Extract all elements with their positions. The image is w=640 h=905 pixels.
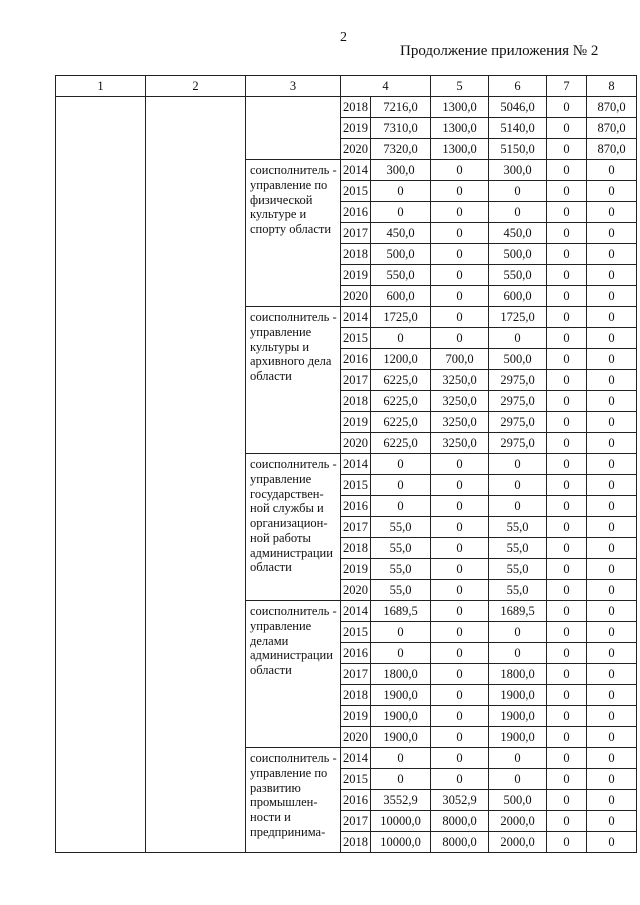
year-cell: 2014 bbox=[341, 601, 371, 622]
page-caption: Продолжение приложения № 2 bbox=[400, 43, 599, 59]
federal-cell: 0 bbox=[431, 496, 489, 517]
regional-cell: 5140,0 bbox=[489, 118, 547, 139]
other-cell: 870,0 bbox=[587, 97, 637, 118]
local-cell: 0 bbox=[547, 664, 587, 685]
year-cell: 2020 bbox=[341, 139, 371, 160]
regional-cell: 2000,0 bbox=[489, 832, 547, 853]
federal-cell: 0 bbox=[431, 265, 489, 286]
regional-cell: 450,0 bbox=[489, 223, 547, 244]
local-cell: 0 bbox=[547, 139, 587, 160]
total-cell: 600,0 bbox=[371, 286, 431, 307]
total-cell: 1725,0 bbox=[371, 307, 431, 328]
other-cell: 0 bbox=[587, 307, 637, 328]
year-cell: 2016 bbox=[341, 349, 371, 370]
federal-cell: 0 bbox=[431, 307, 489, 328]
other-cell: 0 bbox=[587, 160, 637, 181]
local-cell: 0 bbox=[547, 349, 587, 370]
other-cell: 0 bbox=[587, 475, 637, 496]
header-cell-8: 8 bbox=[587, 76, 637, 97]
regional-cell: 500,0 bbox=[489, 349, 547, 370]
total-cell: 0 bbox=[371, 496, 431, 517]
local-cell: 0 bbox=[547, 328, 587, 349]
regional-cell: 550,0 bbox=[489, 265, 547, 286]
federal-cell: 1300,0 bbox=[431, 139, 489, 160]
regional-cell: 500,0 bbox=[489, 244, 547, 265]
local-cell: 0 bbox=[547, 97, 587, 118]
executor-cell: соисполнитель - управление по физической культуре и спорту области bbox=[246, 160, 341, 307]
other-cell: 0 bbox=[587, 412, 637, 433]
federal-cell: 0 bbox=[431, 622, 489, 643]
header-cell-2: 2 bbox=[146, 76, 246, 97]
regional-cell: 55,0 bbox=[489, 517, 547, 538]
total-cell: 55,0 bbox=[371, 559, 431, 580]
total-cell: 0 bbox=[371, 202, 431, 223]
regional-cell: 0 bbox=[489, 328, 547, 349]
total-cell: 55,0 bbox=[371, 538, 431, 559]
year-cell: 2018 bbox=[341, 832, 371, 853]
other-cell: 0 bbox=[587, 370, 637, 391]
year-cell: 2019 bbox=[341, 559, 371, 580]
regional-cell: 1900,0 bbox=[489, 706, 547, 727]
executor-cell: соисполнитель - управление по развитию промышлен-ности и предпринима- bbox=[246, 748, 341, 853]
year-cell: 2018 bbox=[341, 97, 371, 118]
federal-cell: 0 bbox=[431, 538, 489, 559]
total-cell: 7310,0 bbox=[371, 118, 431, 139]
year-cell: 2019 bbox=[341, 118, 371, 139]
local-cell: 0 bbox=[547, 370, 587, 391]
total-cell: 500,0 bbox=[371, 244, 431, 265]
local-cell: 0 bbox=[547, 181, 587, 202]
total-cell: 7320,0 bbox=[371, 139, 431, 160]
regional-cell: 2975,0 bbox=[489, 433, 547, 454]
year-cell: 2017 bbox=[341, 370, 371, 391]
year-cell: 2017 bbox=[341, 517, 371, 538]
other-cell: 870,0 bbox=[587, 139, 637, 160]
local-cell: 0 bbox=[547, 307, 587, 328]
total-cell: 300,0 bbox=[371, 160, 431, 181]
regional-cell: 0 bbox=[489, 475, 547, 496]
year-cell: 2016 bbox=[341, 202, 371, 223]
header-cell-3: 3 bbox=[246, 76, 341, 97]
total-cell: 55,0 bbox=[371, 517, 431, 538]
federal-cell: 1300,0 bbox=[431, 97, 489, 118]
year-cell: 2018 bbox=[341, 538, 371, 559]
local-cell: 0 bbox=[547, 622, 587, 643]
regional-cell: 0 bbox=[489, 748, 547, 769]
total-cell: 3552,9 bbox=[371, 790, 431, 811]
year-cell: 2017 bbox=[341, 811, 371, 832]
total-cell: 1900,0 bbox=[371, 727, 431, 748]
other-cell: 0 bbox=[587, 538, 637, 559]
regional-cell: 5046,0 bbox=[489, 97, 547, 118]
local-cell: 0 bbox=[547, 433, 587, 454]
executor-cell: соисполнитель - управление делами администрации области bbox=[246, 601, 341, 748]
regional-cell: 0 bbox=[489, 496, 547, 517]
header-cell-4: 4 bbox=[341, 76, 431, 97]
regional-cell: 0 bbox=[489, 769, 547, 790]
federal-cell: 0 bbox=[431, 769, 489, 790]
local-cell: 0 bbox=[547, 286, 587, 307]
header-cell-7: 7 bbox=[547, 76, 587, 97]
total-cell: 0 bbox=[371, 622, 431, 643]
year-cell: 2015 bbox=[341, 475, 371, 496]
other-cell: 0 bbox=[587, 496, 637, 517]
regional-cell: 1689,5 bbox=[489, 601, 547, 622]
regional-cell: 55,0 bbox=[489, 538, 547, 559]
local-cell: 0 bbox=[547, 685, 587, 706]
other-cell: 870,0 bbox=[587, 118, 637, 139]
header-cell-1: 1 bbox=[56, 76, 146, 97]
column-1-cell bbox=[56, 97, 146, 853]
federal-cell: 0 bbox=[431, 328, 489, 349]
local-cell: 0 bbox=[547, 391, 587, 412]
year-cell: 2016 bbox=[341, 496, 371, 517]
federal-cell: 700,0 bbox=[431, 349, 489, 370]
other-cell: 0 bbox=[587, 223, 637, 244]
local-cell: 0 bbox=[547, 643, 587, 664]
regional-cell: 1800,0 bbox=[489, 664, 547, 685]
other-cell: 0 bbox=[587, 643, 637, 664]
federal-cell: 3250,0 bbox=[431, 412, 489, 433]
year-cell: 2020 bbox=[341, 580, 371, 601]
other-cell: 0 bbox=[587, 832, 637, 853]
regional-cell: 1900,0 bbox=[489, 727, 547, 748]
executor-cell bbox=[246, 97, 341, 160]
other-cell: 0 bbox=[587, 622, 637, 643]
year-cell: 2017 bbox=[341, 664, 371, 685]
other-cell: 0 bbox=[587, 790, 637, 811]
year-cell: 2014 bbox=[341, 307, 371, 328]
regional-cell: 2000,0 bbox=[489, 811, 547, 832]
executor-cell: соисполнитель - управление культуры и архивного дела области bbox=[246, 307, 341, 454]
regional-cell: 5150,0 bbox=[489, 139, 547, 160]
local-cell: 0 bbox=[547, 202, 587, 223]
regional-cell: 2975,0 bbox=[489, 391, 547, 412]
local-cell: 0 bbox=[547, 475, 587, 496]
local-cell: 0 bbox=[547, 265, 587, 286]
federal-cell: 3052,9 bbox=[431, 790, 489, 811]
federal-cell: 1300,0 bbox=[431, 118, 489, 139]
other-cell: 0 bbox=[587, 580, 637, 601]
column-2-cell bbox=[146, 97, 246, 853]
federal-cell: 0 bbox=[431, 475, 489, 496]
other-cell: 0 bbox=[587, 748, 637, 769]
local-cell: 0 bbox=[547, 706, 587, 727]
regional-cell: 0 bbox=[489, 202, 547, 223]
local-cell: 0 bbox=[547, 160, 587, 181]
other-cell: 0 bbox=[587, 433, 637, 454]
total-cell: 6225,0 bbox=[371, 391, 431, 412]
other-cell: 0 bbox=[587, 706, 637, 727]
local-cell: 0 bbox=[547, 517, 587, 538]
other-cell: 0 bbox=[587, 664, 637, 685]
year-cell: 2020 bbox=[341, 433, 371, 454]
other-cell: 0 bbox=[587, 349, 637, 370]
federal-cell: 0 bbox=[431, 286, 489, 307]
regional-cell: 2975,0 bbox=[489, 370, 547, 391]
local-cell: 0 bbox=[547, 727, 587, 748]
year-cell: 2018 bbox=[341, 685, 371, 706]
local-cell: 0 bbox=[547, 559, 587, 580]
federal-cell: 8000,0 bbox=[431, 832, 489, 853]
federal-cell: 0 bbox=[431, 643, 489, 664]
other-cell: 0 bbox=[587, 601, 637, 622]
local-cell: 0 bbox=[547, 412, 587, 433]
other-cell: 0 bbox=[587, 181, 637, 202]
federal-cell: 0 bbox=[431, 223, 489, 244]
federal-cell: 0 bbox=[431, 454, 489, 475]
total-cell: 550,0 bbox=[371, 265, 431, 286]
other-cell: 0 bbox=[587, 685, 637, 706]
regional-cell: 1725,0 bbox=[489, 307, 547, 328]
regional-cell: 500,0 bbox=[489, 790, 547, 811]
federal-cell: 3250,0 bbox=[431, 391, 489, 412]
regional-cell: 0 bbox=[489, 181, 547, 202]
local-cell: 0 bbox=[547, 118, 587, 139]
year-cell: 2019 bbox=[341, 706, 371, 727]
federal-cell: 0 bbox=[431, 517, 489, 538]
federal-cell: 0 bbox=[431, 685, 489, 706]
federal-cell: 3250,0 bbox=[431, 433, 489, 454]
other-cell: 0 bbox=[587, 286, 637, 307]
federal-cell: 0 bbox=[431, 580, 489, 601]
total-cell: 6225,0 bbox=[371, 370, 431, 391]
total-cell: 0 bbox=[371, 454, 431, 475]
federal-cell: 0 bbox=[431, 181, 489, 202]
table-row bbox=[56, 97, 637, 118]
other-cell: 0 bbox=[587, 244, 637, 265]
local-cell: 0 bbox=[547, 454, 587, 475]
federal-cell: 0 bbox=[431, 727, 489, 748]
total-cell: 0 bbox=[371, 769, 431, 790]
year-cell: 2015 bbox=[341, 328, 371, 349]
other-cell: 0 bbox=[587, 559, 637, 580]
local-cell: 0 bbox=[547, 580, 587, 601]
regional-cell: 600,0 bbox=[489, 286, 547, 307]
total-cell: 10000,0 bbox=[371, 832, 431, 853]
year-cell: 2018 bbox=[341, 391, 371, 412]
year-cell: 2016 bbox=[341, 643, 371, 664]
federal-cell: 0 bbox=[431, 202, 489, 223]
regional-cell: 300,0 bbox=[489, 160, 547, 181]
total-cell: 1200,0 bbox=[371, 349, 431, 370]
total-cell: 0 bbox=[371, 475, 431, 496]
total-cell: 450,0 bbox=[371, 223, 431, 244]
total-cell: 0 bbox=[371, 643, 431, 664]
regional-cell: 0 bbox=[489, 622, 547, 643]
year-cell: 2015 bbox=[341, 769, 371, 790]
regional-cell: 0 bbox=[489, 643, 547, 664]
budget-table bbox=[55, 75, 637, 853]
local-cell: 0 bbox=[547, 748, 587, 769]
local-cell: 0 bbox=[547, 538, 587, 559]
federal-cell: 0 bbox=[431, 559, 489, 580]
regional-cell: 55,0 bbox=[489, 580, 547, 601]
federal-cell: 0 bbox=[431, 160, 489, 181]
total-cell: 1900,0 bbox=[371, 706, 431, 727]
other-cell: 0 bbox=[587, 328, 637, 349]
federal-cell: 0 bbox=[431, 601, 489, 622]
total-cell: 7216,0 bbox=[371, 97, 431, 118]
regional-cell: 55,0 bbox=[489, 559, 547, 580]
year-cell: 2014 bbox=[341, 454, 371, 475]
local-cell: 0 bbox=[547, 769, 587, 790]
year-cell: 2017 bbox=[341, 223, 371, 244]
federal-cell: 0 bbox=[431, 244, 489, 265]
year-cell: 2019 bbox=[341, 412, 371, 433]
local-cell: 0 bbox=[547, 244, 587, 265]
local-cell: 0 bbox=[547, 811, 587, 832]
year-cell: 2020 bbox=[341, 286, 371, 307]
total-cell: 1900,0 bbox=[371, 685, 431, 706]
other-cell: 0 bbox=[587, 517, 637, 538]
year-cell: 2015 bbox=[341, 181, 371, 202]
other-cell: 0 bbox=[587, 265, 637, 286]
regional-cell: 1900,0 bbox=[489, 685, 547, 706]
table-body bbox=[56, 76, 637, 853]
year-cell: 2016 bbox=[341, 790, 371, 811]
local-cell: 0 bbox=[547, 790, 587, 811]
total-cell: 6225,0 bbox=[371, 433, 431, 454]
header-row bbox=[56, 76, 637, 97]
other-cell: 0 bbox=[587, 811, 637, 832]
year-cell: 2018 bbox=[341, 244, 371, 265]
local-cell: 0 bbox=[547, 832, 587, 853]
other-cell: 0 bbox=[587, 769, 637, 790]
other-cell: 0 bbox=[587, 727, 637, 748]
year-cell: 2020 bbox=[341, 727, 371, 748]
total-cell: 55,0 bbox=[371, 580, 431, 601]
federal-cell: 0 bbox=[431, 706, 489, 727]
header-cell-6: 6 bbox=[489, 76, 547, 97]
year-cell: 2015 bbox=[341, 622, 371, 643]
total-cell: 0 bbox=[371, 181, 431, 202]
year-cell: 2019 bbox=[341, 265, 371, 286]
local-cell: 0 bbox=[547, 223, 587, 244]
federal-cell: 0 bbox=[431, 748, 489, 769]
executor-cell: соисполнитель - управление государствен-ной службы и организацион-ной работы администрации области bbox=[246, 454, 341, 601]
total-cell: 10000,0 bbox=[371, 811, 431, 832]
total-cell: 1689,5 bbox=[371, 601, 431, 622]
total-cell: 6225,0 bbox=[371, 412, 431, 433]
other-cell: 0 bbox=[587, 391, 637, 412]
year-cell: 2014 bbox=[341, 160, 371, 181]
header-cell-5: 5 bbox=[431, 76, 489, 97]
regional-cell: 0 bbox=[489, 454, 547, 475]
total-cell: 1800,0 bbox=[371, 664, 431, 685]
other-cell: 0 bbox=[587, 202, 637, 223]
other-cell: 0 bbox=[587, 454, 637, 475]
year-cell: 2014 bbox=[341, 748, 371, 769]
total-cell: 0 bbox=[371, 748, 431, 769]
federal-cell: 3250,0 bbox=[431, 370, 489, 391]
regional-cell: 2975,0 bbox=[489, 412, 547, 433]
total-cell: 0 bbox=[371, 328, 431, 349]
local-cell: 0 bbox=[547, 496, 587, 517]
page-number: 2 bbox=[340, 30, 347, 45]
federal-cell: 8000,0 bbox=[431, 811, 489, 832]
local-cell: 0 bbox=[547, 601, 587, 622]
federal-cell: 0 bbox=[431, 664, 489, 685]
